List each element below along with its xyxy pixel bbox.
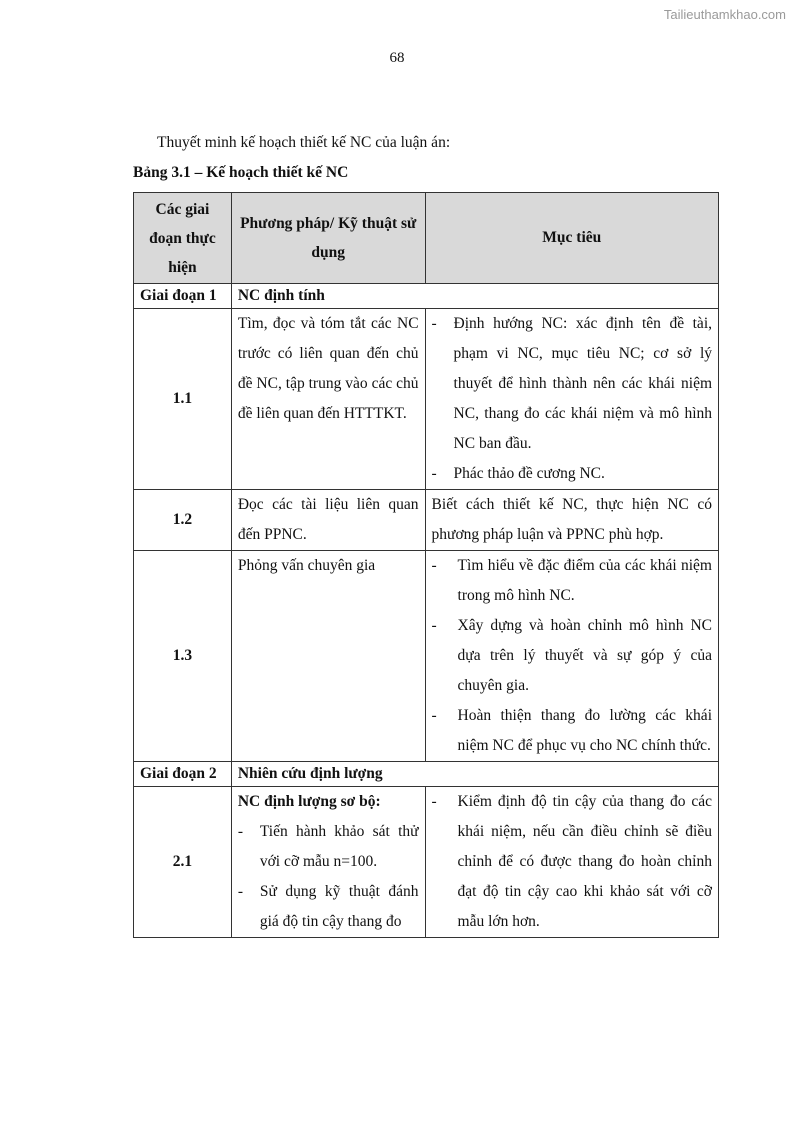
stage-row [134,284,719,309]
table-row [134,551,719,762]
row-method: Đọc các tài liệu liên quan đến PPNC. [231,490,425,551]
method-item: - Tiến hành khảo sát thử với cỡ mẫu n=100. [238,817,419,877]
row-goals [425,309,718,490]
row-method [231,787,425,938]
row-number: 2.1 [134,787,232,938]
header-goals: Mục tiêu [425,193,718,284]
row-goal: Biết cách thiết kế NC, thực hiện NC có phương pháp luận và PPNC phù hợp. [425,490,718,551]
table-caption: Bảng 3.1 – Kế hoạch thiết kế NC [133,164,349,181]
row-method: Tìm, đọc và tóm tắt các NC trước có liên quan đến chủ đề NC, tập trung vào các chủ đề liên quan đến HTTTKT. [231,309,425,490]
row-goals [425,787,718,938]
stage-label: Giai đoạn 1 [134,284,232,309]
goal-item: - Tìm hiểu về đặc điểm của các khái niệm trong mô hình NC. [432,551,712,611]
goal-item: - Xây dựng và hoàn chỉnh mô hình NC dựa trên lý thuyết và sự góp ý của chuyên gia. [432,611,712,701]
goal-item: - Định hướng NC: xác định tên đề tài, phạm vi NC, mục tiêu NC; cơ sở lý thuyết để hình thành nên các khái niệm NC, thang đo các khái niệm và mô hình NC ban đầu. [432,309,712,459]
header-methods: Phương pháp/ Kỹ thuật sử dụng [231,193,425,284]
stage-title: NC định tính [231,284,718,309]
header-stages: Các giai đoạn thực hiện [134,193,232,284]
stage-row [134,762,719,787]
row-number: 1.1 [134,309,232,490]
table-header-row [134,193,719,284]
table-row [134,309,719,490]
method-item: - Sử dụng kỹ thuật đánh giá độ tin cậy thang đo [238,877,419,937]
goal-item: - Hoàn thiện thang đo lường các khái niệm NC để phục vụ cho NC chính thức. [432,701,712,761]
watermark: Tailieuthamkhao.com [663,7,786,22]
row-goals [425,551,718,762]
table-row [134,490,719,551]
row-number: 1.2 [134,490,232,551]
intro-text: Thuyết minh kế hoạch thiết kế NC của luận án: [157,134,451,151]
plan-table [133,192,719,938]
goal-item: - Kiểm định độ tin cậy của thang đo các khái niệm, nếu cần điều chỉnh sẽ điều chỉnh để có được thang đo hoàn chỉnh đạt độ tin cậy cao khi khảo sát với cỡ mẫu lớn hơn. [432,787,712,937]
stage-title: Nhiên cứu định lượng [231,762,718,787]
row-number: 1.3 [134,551,232,762]
page-number: 68 [389,50,405,66]
table-row [134,787,719,938]
stage-label: Giai đoạn 2 [134,762,232,787]
method-title: NC định lượng sơ bộ: [237,793,381,810]
goal-item: - Phác thảo đề cương NC. [432,459,712,489]
row-method: Phỏng vấn chuyên gia [231,551,425,762]
